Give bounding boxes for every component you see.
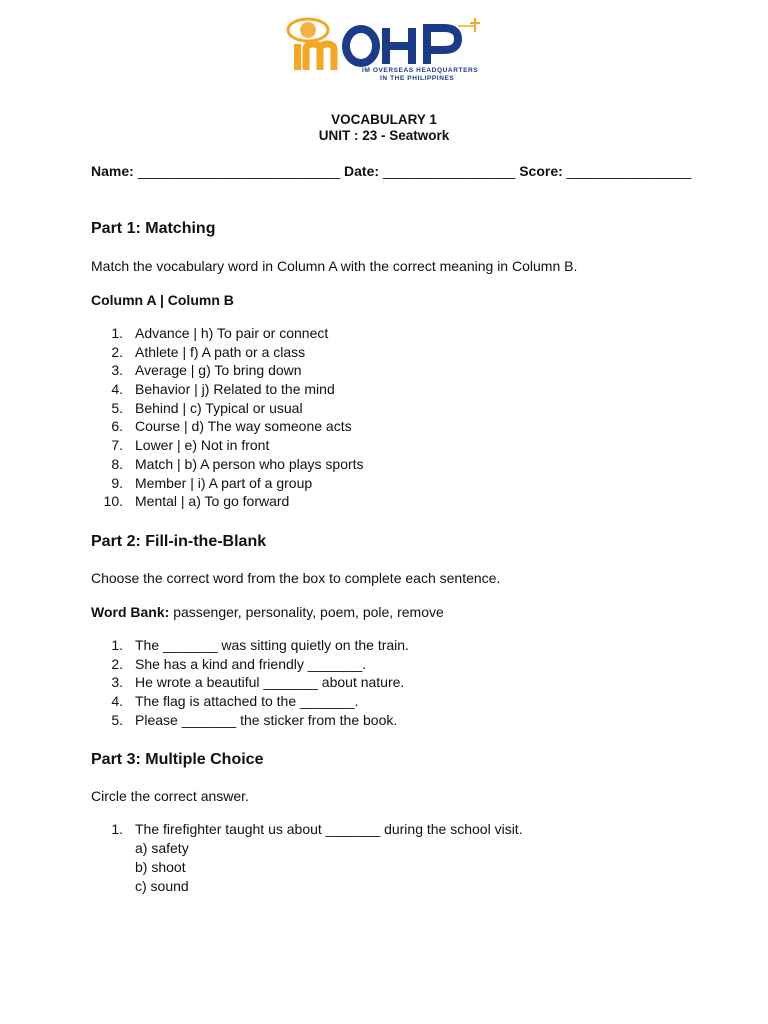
fill-blank-item-text: Please _______ the sticker from the book.: [135, 711, 398, 728]
part3-heading: Part 3: Multiple Choice: [91, 751, 264, 768]
fill-blank-item-number: 1.: [111, 637, 123, 653]
worksheet-title-block: [0, 112, 768, 144]
date-blank: _________________: [382, 163, 516, 179]
worksheet-subtitle: UNIT : 23 - Seatwork: [318, 128, 450, 143]
fill-blank-item-number: 4.: [111, 693, 123, 710]
matching-item: [91, 436, 364, 455]
question-number: 1.: [111, 821, 123, 837]
fill-blank-item: [91, 636, 409, 655]
matching-item: [91, 399, 364, 418]
part1-matching-list: [91, 324, 364, 511]
matching-item-number: 5.: [111, 399, 123, 416]
matching-item-number: 4.: [111, 381, 123, 398]
matching-item-number: 1.: [111, 325, 123, 341]
score-label: Score:: [519, 163, 563, 179]
matching-item: [91, 417, 364, 436]
matching-item-text: Match | b) A person who plays sports: [135, 455, 364, 472]
student-info-line: [91, 163, 691, 179]
globe-icon: [300, 22, 316, 38]
date-label: Date:: [344, 163, 380, 179]
matching-item-text: Course | d) The way someone acts: [135, 418, 352, 435]
matching-item-text: Average | g) To bring down: [135, 362, 302, 379]
matching-item-text: Behavior | j) Related to the mind: [135, 381, 335, 398]
part1-heading: Part 1: Matching: [91, 220, 216, 237]
name-blank: __________________________: [137, 163, 341, 179]
word-bank-words: passenger, personality, poem, pole, remove: [173, 604, 444, 620]
matching-item-text: Member | i) A part of a group: [135, 474, 313, 491]
columns-label-text: Column A | Column B: [91, 292, 234, 308]
matching-item: [91, 474, 364, 493]
matching-item-text: Athlete | f) A path or a class: [135, 343, 306, 360]
answer-choice[interactable]: a) safety: [135, 840, 189, 856]
fill-blank-item-number: 5.: [111, 711, 123, 728]
fill-blank-item: [91, 711, 409, 730]
matching-item: [91, 492, 364, 511]
part3-instruction: Circle the correct answer.: [91, 788, 249, 804]
fill-blank-item-text: He wrote a beautiful _______ about nature.: [135, 674, 405, 691]
matching-item-number: 6.: [111, 418, 123, 435]
word-bank-label: Word Bank:: [91, 604, 170, 620]
matching-item: [91, 343, 364, 362]
score-blank: ________________: [566, 163, 692, 179]
matching-item-number: 2.: [111, 343, 123, 360]
matching-item-number: 7.: [111, 437, 123, 454]
fill-blank-item-text: The _______ was sitting quietly on the train.: [135, 637, 409, 653]
logo-letter-p: [427, 28, 458, 64]
part3-choices: [135, 839, 189, 896]
part2-heading: Part 2: Fill-in-the-Blank: [91, 533, 267, 550]
part1-columns-label: [91, 292, 234, 308]
word-bank: [91, 604, 444, 620]
fill-blank-item-text: The flag is attached to the _______.: [135, 693, 359, 710]
worksheet-title: VOCABULARY 1: [331, 112, 437, 127]
part2-instruction: Choose the correct word from the box to complete each sentence.: [91, 570, 501, 586]
matching-item-number: 3.: [111, 362, 123, 379]
fill-blank-item-number: 2.: [111, 655, 123, 672]
logo-letter-m: [306, 44, 334, 70]
matching-item-text: Advance | h) To pair or connect: [135, 325, 329, 341]
logo-letter-i: [294, 44, 301, 70]
part2-fill-blank-list: [91, 636, 409, 729]
cross-icon: [470, 18, 480, 32]
logo-letter-h: [386, 28, 412, 64]
matching-item: [91, 324, 364, 343]
matching-item-text: Mental | a) To go forward: [135, 493, 290, 510]
logo-tagline-line2: IN THE PHILIPPINES: [380, 75, 455, 82]
fill-blank-item: [91, 692, 409, 711]
matching-item-number: 9.: [111, 474, 123, 491]
matching-item-number: 8.: [111, 455, 123, 472]
answer-choice[interactable]: b) shoot: [135, 859, 186, 875]
name-label: Name:: [91, 163, 134, 179]
matching-item-text: Behind | c) Typical or usual: [135, 399, 303, 416]
answer-choice[interactable]: c) sound: [135, 878, 189, 894]
logo-letter-o: [346, 29, 376, 63]
question-item: [91, 820, 523, 839]
matching-item: [91, 380, 364, 399]
fill-blank-item: [91, 673, 409, 692]
part1-instruction: Match the vocabulary word in Column A with the correct meaning in Column B.: [91, 258, 578, 274]
question-text: The firefighter taught us about _______ during the school visit.: [135, 821, 523, 837]
fill-blank-item-text: She has a kind and friendly _______.: [135, 655, 367, 672]
matching-item-text: Lower | e) Not in front: [135, 437, 270, 454]
matching-item: [91, 361, 364, 380]
fill-blank-item: [91, 655, 409, 674]
logo-tagline-line1: IM OVERSEAS HEADQUARTERS: [362, 67, 479, 74]
fill-blank-item-number: 3.: [111, 674, 123, 691]
matching-item-number: 10.: [103, 493, 123, 510]
matching-item: [91, 455, 364, 474]
part3-question-list: [91, 820, 523, 839]
